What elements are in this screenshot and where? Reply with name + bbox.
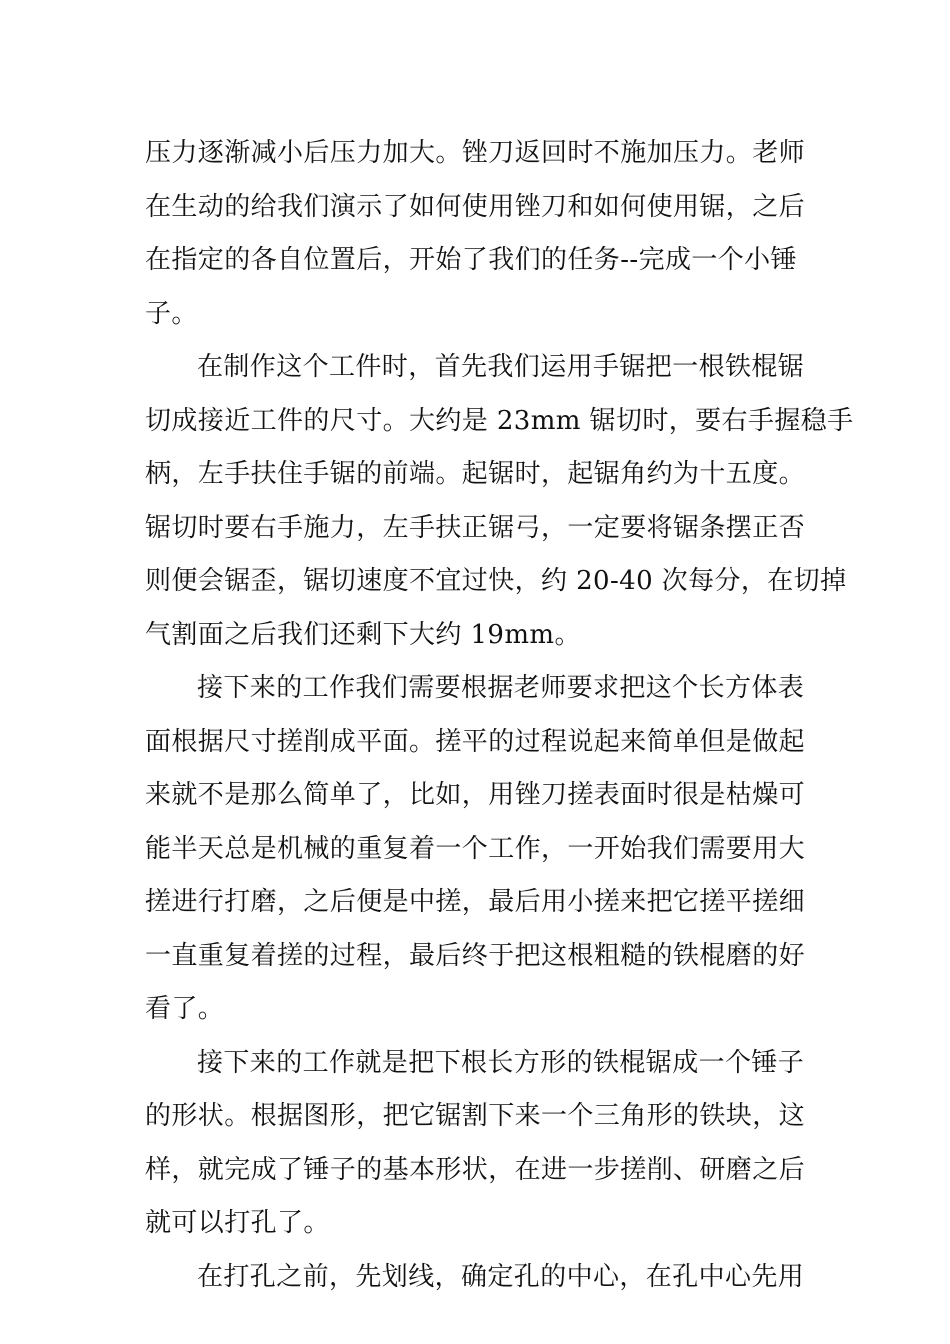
- text-line: 压力逐渐减小后压力加大。锉刀返回时不施加压力。老师: [145, 138, 806, 168]
- text-line: 看了。: [145, 994, 225, 1024]
- paragraph-first-line: 接下来的工作就是把下根长方形的铁棍锯成一个锤子: [197, 1047, 805, 1078]
- text-line: 则便会锯歪，锯切速度不宜过快，约 20-40 次每分，在切掉: [145, 566, 847, 596]
- text-line: 面根据尺寸搓削成平面。搓平的过程说起来简单但是做起: [145, 726, 806, 757]
- text-line: 在生动的给我们演示了如何使用锉刀和如何使用锯，之后: [145, 191, 806, 222]
- text-line: 能半天总是机械的重复着一个工作，一开始我们需要用大: [145, 833, 806, 864]
- text-line: 的形状。根据图形，把它锯割下来一个三角形的铁块，这: [145, 1101, 806, 1131]
- text-line: 样，就完成了锤子的基本形状，在进一步搓削、研磨之后: [145, 1154, 806, 1185]
- paragraph-first-line: 接下来的工作我们需要根据老师要求把这个长方体表: [197, 673, 805, 703]
- text-line: 锯切时要右手施力，左手扶正锯弓，一定要将锯条摆正否: [145, 512, 806, 543]
- text-line: 一直重复着搓的过程，最后终于把这根粗糙的铁棍磨的好: [145, 940, 806, 971]
- text-line: 子。: [145, 298, 198, 329]
- text-line: 切成接近工件的尺寸。大约是 23mm 锯切时，要右手握稳手: [145, 405, 854, 436]
- text-line: 就可以打孔了。: [145, 1208, 330, 1238]
- text-line: 搓进行打磨，之后便是中搓，最后用小搓来把它搓平搓细: [145, 887, 806, 917]
- paragraph-first-line: 在制作这个工件时，首先我们运用手锯把一根铁棍锯: [197, 352, 805, 382]
- body-text: [145, 127, 854, 1304]
- text-line: 柄，左手扶住手锯的前端。起锯时，起锯角约为十五度。: [145, 459, 806, 489]
- text-line: 气割面之后我们还剩下大约 19mm。: [145, 619, 581, 650]
- text-line: 在指定的各自位置后，开始了我们的任务--完成一个小锤: [145, 245, 797, 275]
- text-line: 来就不是那么简单了，比如，用锉刀搓表面时很是枯燥可: [145, 780, 806, 810]
- paragraph-first-line: 在打孔之前，先划线，确定孔的中心，在孔中心先用: [197, 1261, 805, 1292]
